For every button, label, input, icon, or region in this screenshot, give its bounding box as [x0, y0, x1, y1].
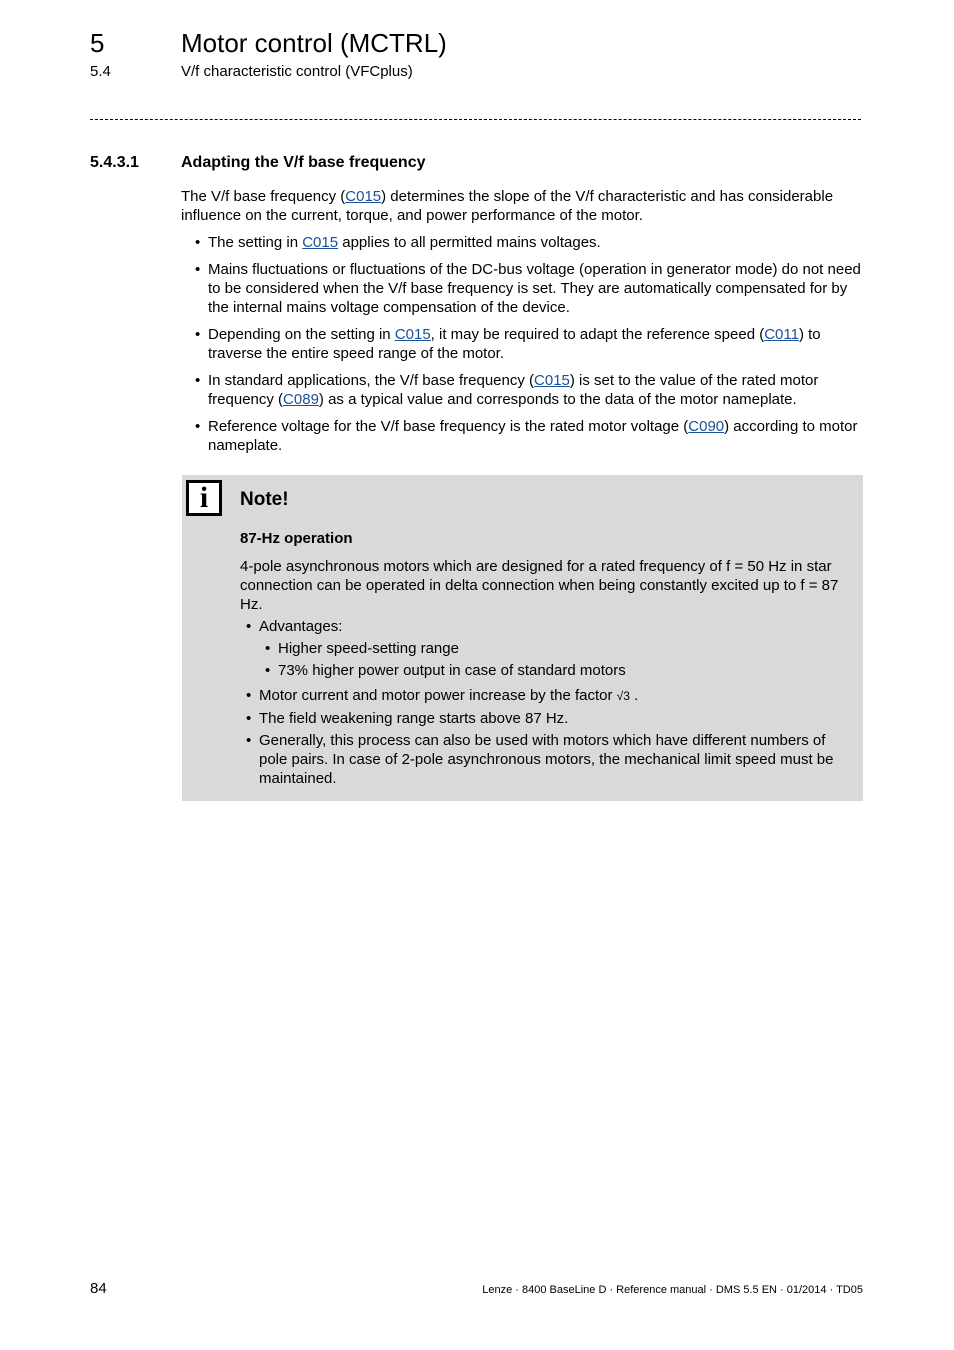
list-item: • Higher speed-setting range	[259, 639, 850, 658]
item-text: applies to all permitted mains voltages.	[338, 234, 601, 251]
link-c090[interactable]: C090	[688, 418, 725, 435]
advantages-label: Advantages:	[259, 618, 343, 635]
list-item	[181, 260, 863, 317]
item-text: ) to traverse the entire speed range of the motor.	[208, 326, 821, 362]
note-list	[240, 617, 850, 788]
note-title: Note!	[240, 489, 289, 510]
intro-text-2: ) determines the slope of the V/f characteristic and has considerable influence on the current, torque, and power performance of the motor.	[181, 188, 834, 224]
list-item	[181, 417, 863, 455]
main-content	[181, 187, 863, 463]
footer-doc-info: Lenze · 8400 BaseLine D · Reference manual · DMS 5.5 EN · 01/2014 · TD05	[482, 1284, 863, 1296]
list-item	[240, 686, 850, 706]
chapter-number: 5	[90, 28, 105, 58]
header-divider	[90, 119, 861, 120]
list-item	[240, 617, 850, 680]
list-item	[181, 325, 863, 363]
item-text: .	[629, 687, 639, 704]
item-text: Reference voltage for the V/f base frequency is the rated motor voltage (	[208, 418, 689, 435]
subsection-title: Adapting the V/f base frequency	[181, 154, 426, 171]
item-text: ) is set to the value of the rated motor frequency (	[208, 372, 819, 408]
list-item	[181, 371, 863, 409]
link-c015[interactable]: C015	[394, 326, 431, 343]
list-item: • Generally, this process can also be used with motors which have different numbers of pole pairs. In case of 2-pole asynchronous motors, the mechanical limit speed must be maintained.	[240, 731, 850, 788]
subsection-number: 5.4.3.1	[90, 154, 139, 171]
link-c015[interactable]: C015	[345, 188, 382, 205]
item-text: ) as a typical value and corresponds to the data of the motor nameplate.	[318, 391, 797, 408]
list-item	[181, 233, 863, 252]
item-text: Depending on the setting in	[208, 326, 395, 343]
bullet-list	[181, 233, 863, 455]
intro-text-1: The V/f base frequency (	[181, 188, 346, 205]
page-number: 84	[90, 1280, 107, 1297]
link-c011[interactable]: C011	[764, 326, 799, 343]
advantages-list	[259, 639, 850, 680]
note-box	[182, 475, 863, 801]
link-c015[interactable]: C015	[302, 234, 339, 251]
intro-paragraph	[181, 187, 863, 225]
item-text: ) according to motor nameplate.	[208, 418, 858, 454]
note-paragraph: 4-pole asynchronous motors which are designed for a rated frequency of f = 50 Hz in star connection can be operated in delta connection when being constantly excited up to f = 87 Hz.	[240, 558, 839, 613]
item-text: Motor current and motor power increase by the factor	[259, 687, 617, 704]
item-text: Mains fluctuations or fluctuations of the DC-bus voltage (operation in generator mode) do not need to be considered when the V/f base frequency is set. They are automatically compensated for by the internal mains voltage compensation of the device.	[208, 261, 861, 316]
note-subtitle: 87-Hz operation	[240, 530, 353, 547]
link-c089[interactable]: C089	[283, 391, 319, 408]
list-item: • The field weakening range starts above 87 Hz.	[240, 709, 850, 728]
item-text: , it may be required to adapt the reference speed (	[430, 326, 765, 343]
sqrt-symbol: √3	[616, 689, 630, 703]
list-item: • 73% higher power output in case of standard motors	[259, 661, 850, 680]
info-icon: i	[186, 480, 222, 516]
section-title: V/f characteristic control (VFCplus)	[181, 63, 413, 80]
chapter-title: Motor control (MCTRL)	[181, 28, 447, 58]
section-number: 5.4	[90, 63, 111, 80]
note-body	[240, 529, 850, 791]
link-c015[interactable]: C015	[534, 372, 570, 389]
item-text: In standard applications, the V/f base frequency (	[208, 372, 535, 389]
item-text: The setting in	[208, 234, 303, 251]
